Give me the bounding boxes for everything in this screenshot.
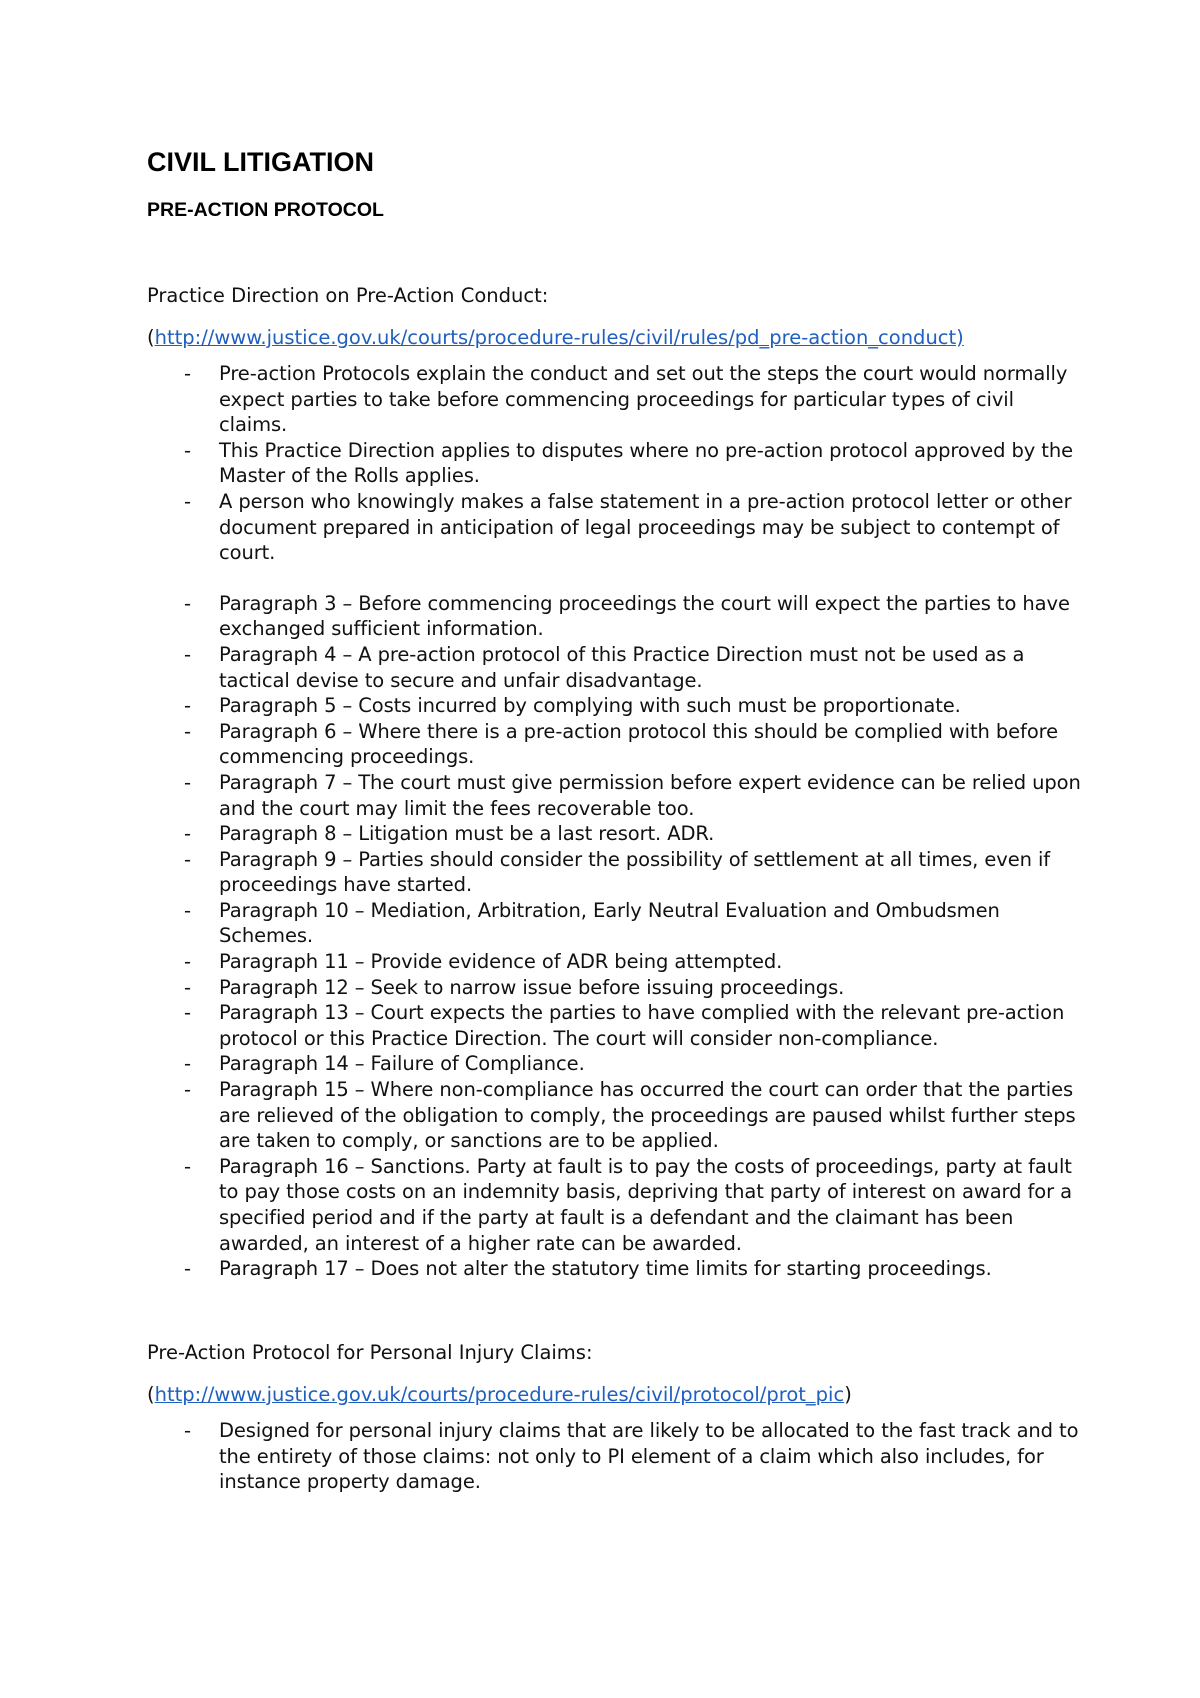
dash-bullet: - <box>184 1257 191 1281</box>
section-heading: Practice Direction on Pre-Action Conduct: <box>147 284 549 307</box>
list-item <box>147 591 1087 642</box>
section-heading: Pre-Action Protocol for Personal Injury Claims: <box>147 1341 593 1364</box>
list-item-text: Paragraph 9 – Parties should consider the possibility of settlement at all times, even if proceedings have started. <box>219 847 1051 897</box>
list-item <box>147 1256 1087 1282</box>
list-item <box>147 847 1087 898</box>
list-item <box>147 719 1087 770</box>
list-item-text: Paragraph 8 – Litigation must be a last resort. ADR. <box>219 822 715 846</box>
list-item-text: Paragraph 13 – Court expects the parties to have complied with the relevant pre-action protocol or this Practice Direction. The court will consider non-compliance. <box>219 1001 1065 1050</box>
dash-bullet: - <box>184 438 191 462</box>
list-item-text: Paragraph 4 – A pre-action protocol of this Practice Direction must not be used as a tactical devise to secure and unfair disadvantage. <box>219 642 1025 692</box>
list-item-text: Paragraph 14 – Failure of Compliance. <box>219 1052 585 1076</box>
list-item-text: Paragraph 15 – Where non-compliance has occurred the court can order that the parties are relieved of the obligation to comply, the proceedings are paused whilst further steps are taken to comply, or sanctions are to be applied. <box>219 1078 1076 1153</box>
dash-bullet: - <box>184 822 191 846</box>
document-title: CIVIL LITIGATION <box>147 147 374 177</box>
list-item <box>147 693 1087 719</box>
dash-bullet: - <box>184 1052 191 1076</box>
list-item <box>147 438 1087 489</box>
list-item-text: Paragraph 7 – The court must give permission before expert evidence can be relied upon and the court may limit the fees recoverable too. <box>219 770 1081 820</box>
list-item <box>147 642 1087 693</box>
list-item <box>147 1154 1087 1256</box>
list-item-text: A person who knowingly makes a false statement in a pre-action protocol letter or other document prepared in anticipation of legal proceedings may be subject to contempt of court. <box>219 489 1072 565</box>
list-item-text: Paragraph 3 – Before commencing proceedings the court will expect the parties to have exchanged sufficient information. <box>219 591 1070 641</box>
list-item-text: Paragraph 12 – Seek to narrow issue before issuing proceedings. <box>219 975 845 999</box>
list-item <box>147 821 1087 847</box>
list-item <box>147 898 1087 949</box>
dash-bullet: - <box>184 362 191 385</box>
list-item-text: Pre-action Protocols explain the conduct and set out the steps the court would normally expect parties to take before commencing proceedings for particular types of civil claims. <box>219 362 1068 437</box>
dash-bullet: - <box>184 719 191 743</box>
list-item-text: Paragraph 6 – Where there is a pre-action protocol this should be complied with before commencing proceedings. <box>219 719 1059 769</box>
dash-bullet: - <box>184 898 191 922</box>
paragraphs-list <box>147 591 1087 1282</box>
paren-open: ( <box>147 326 155 349</box>
dash-bullet: - <box>184 975 191 999</box>
personal-injury-points-list <box>147 1418 1087 1495</box>
list-item <box>147 361 1087 438</box>
list-item <box>147 1000 1087 1051</box>
dash-bullet: - <box>184 694 191 718</box>
dash-bullet: - <box>184 591 191 615</box>
dash-bullet: - <box>184 847 191 871</box>
list-item-text: Paragraph 10 – Mediation, Arbitration, Early Neutral Evaluation and Ombudsmen Schemes. <box>219 898 1000 948</box>
list-spacer <box>147 566 1087 591</box>
list-item <box>147 1051 1087 1077</box>
personal-injury-section <box>147 1340 1087 1495</box>
list-item <box>147 1077 1087 1154</box>
general-points-list <box>147 361 1087 566</box>
source-reference <box>147 1382 1087 1408</box>
dash-bullet: - <box>184 1001 191 1025</box>
list-item-text: Paragraph 17 – Does not alter the statutory time limits for starting proceedings. <box>219 1257 992 1281</box>
paren-close: ) <box>844 1383 852 1406</box>
pre-action-conduct-link[interactable]: http://www.justice.gov.uk/courts/procedure-rules/civil/rules/pd_pre-action_conduct) <box>154 326 964 349</box>
personal-injury-protocol-link[interactable]: http://www.justice.gov.uk/courts/procedure-rules/civil/protocol/prot_pic <box>154 1383 845 1406</box>
document-subtitle: PRE-ACTION PROTOCOL <box>147 199 384 221</box>
dash-bullet: - <box>184 1419 191 1442</box>
dash-bullet: - <box>184 770 191 794</box>
list-item-text: Paragraph 11 – Provide evidence of ADR being attempted. <box>219 950 783 974</box>
dash-bullet: - <box>184 950 191 974</box>
list-item <box>147 949 1087 975</box>
list-item <box>147 770 1087 821</box>
dash-bullet: - <box>184 489 191 513</box>
dash-bullet: - <box>184 642 191 666</box>
list-item-text: This Practice Direction applies to disputes where no pre-action protocol approved by the Master of the Rolls applies. <box>219 438 1073 488</box>
list-item-text: Paragraph 5 – Costs incurred by complying with such must be proportionate. <box>219 694 961 718</box>
practice-direction-section <box>147 283 1087 1282</box>
list-item <box>147 489 1087 566</box>
source-reference <box>147 325 1087 351</box>
list-item <box>147 1418 1087 1495</box>
paren-open: ( <box>147 1383 155 1406</box>
dash-bullet: - <box>184 1154 191 1178</box>
list-item <box>147 975 1087 1001</box>
list-item-text: Paragraph 16 – Sanctions. Party at fault is to pay the costs of proceedings, party at fault to pay those costs on an indemnity basis, depriving that party of interest on award for a specified period and if the party at fault is a defendant and the claimant has been awarded, an interest of a higher rate can be awarded. <box>219 1154 1072 1255</box>
dash-bullet: - <box>184 1078 191 1102</box>
list-item-text: Designed for personal injury claims that are likely to be allocated to the fast track and to the entirety of those claims: not only to PI element of a claim which also includes, for instance property damage. <box>219 1419 1079 1494</box>
